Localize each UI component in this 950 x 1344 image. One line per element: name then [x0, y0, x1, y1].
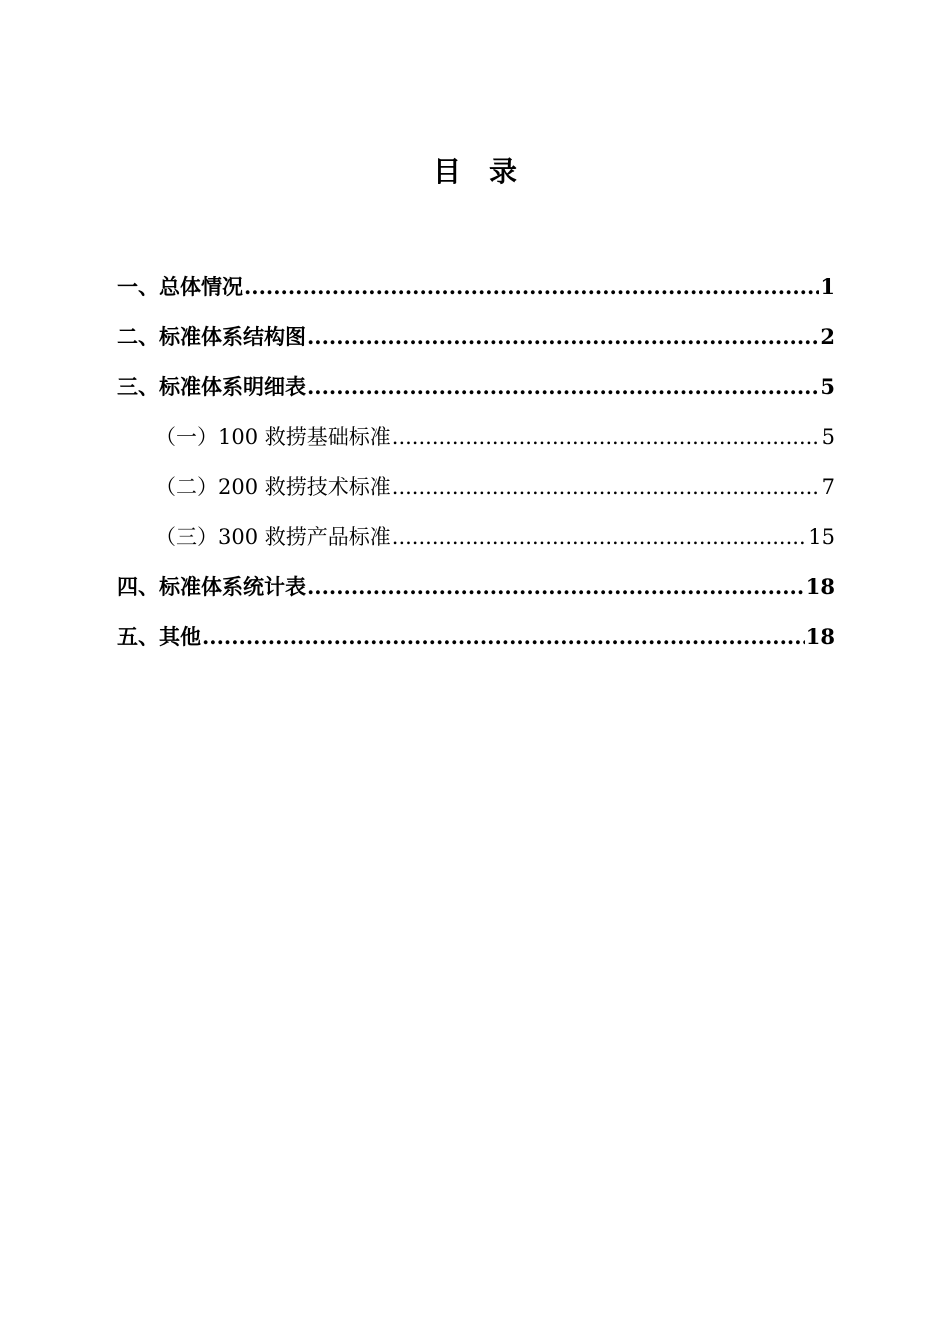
- toc-page-number: 7: [821, 475, 835, 499]
- toc-page-number: 5: [820, 374, 835, 399]
- toc-page-number: 18: [805, 624, 835, 649]
- toc-entry-other[interactable]: [117, 612, 835, 662]
- toc-page-number: 2: [820, 324, 835, 349]
- toc-entry-label: （三）300 救捞产品标准: [155, 525, 391, 549]
- toc-entry-label: （二）200 救捞技术标准: [155, 475, 391, 499]
- toc-entry-label: 五、其他: [117, 624, 201, 649]
- toc-dot-leader: [202, 612, 805, 662]
- toc-dot-leader: [392, 512, 808, 562]
- toc-dot-leader: [244, 262, 819, 312]
- toc-entry-technical-standards[interactable]: [117, 462, 835, 512]
- table-of-contents: [117, 262, 835, 662]
- toc-entry-label: 一、总体情况: [117, 274, 243, 299]
- toc-entry-statistics-table[interactable]: [117, 562, 835, 612]
- toc-page-number: 5: [821, 425, 835, 449]
- toc-dot-leader: [307, 362, 819, 412]
- toc-entry-label: （一）100 救捞基础标准: [155, 425, 391, 449]
- toc-page-number: 15: [808, 525, 835, 549]
- toc-entry-product-standards[interactable]: [117, 512, 835, 562]
- toc-entry-structure-diagram[interactable]: [117, 312, 835, 362]
- toc-page-number: 1: [820, 274, 835, 299]
- toc-dot-leader: [307, 562, 805, 612]
- toc-entry-detail-table[interactable]: [117, 362, 835, 412]
- toc-entry-label: 四、标准体系统计表: [117, 574, 306, 599]
- toc-entry-label: 二、标准体系结构图: [117, 324, 306, 349]
- toc-entry-label: 三、标准体系明细表: [117, 374, 306, 399]
- toc-dot-leader: [392, 462, 821, 512]
- toc-page-number: 18: [805, 574, 835, 599]
- toc-title: 目 录: [432, 155, 517, 188]
- toc-dot-leader: [307, 312, 819, 362]
- toc-entry-overview[interactable]: [117, 262, 835, 312]
- toc-dot-leader: [392, 412, 821, 462]
- toc-entry-basic-standards[interactable]: [117, 412, 835, 462]
